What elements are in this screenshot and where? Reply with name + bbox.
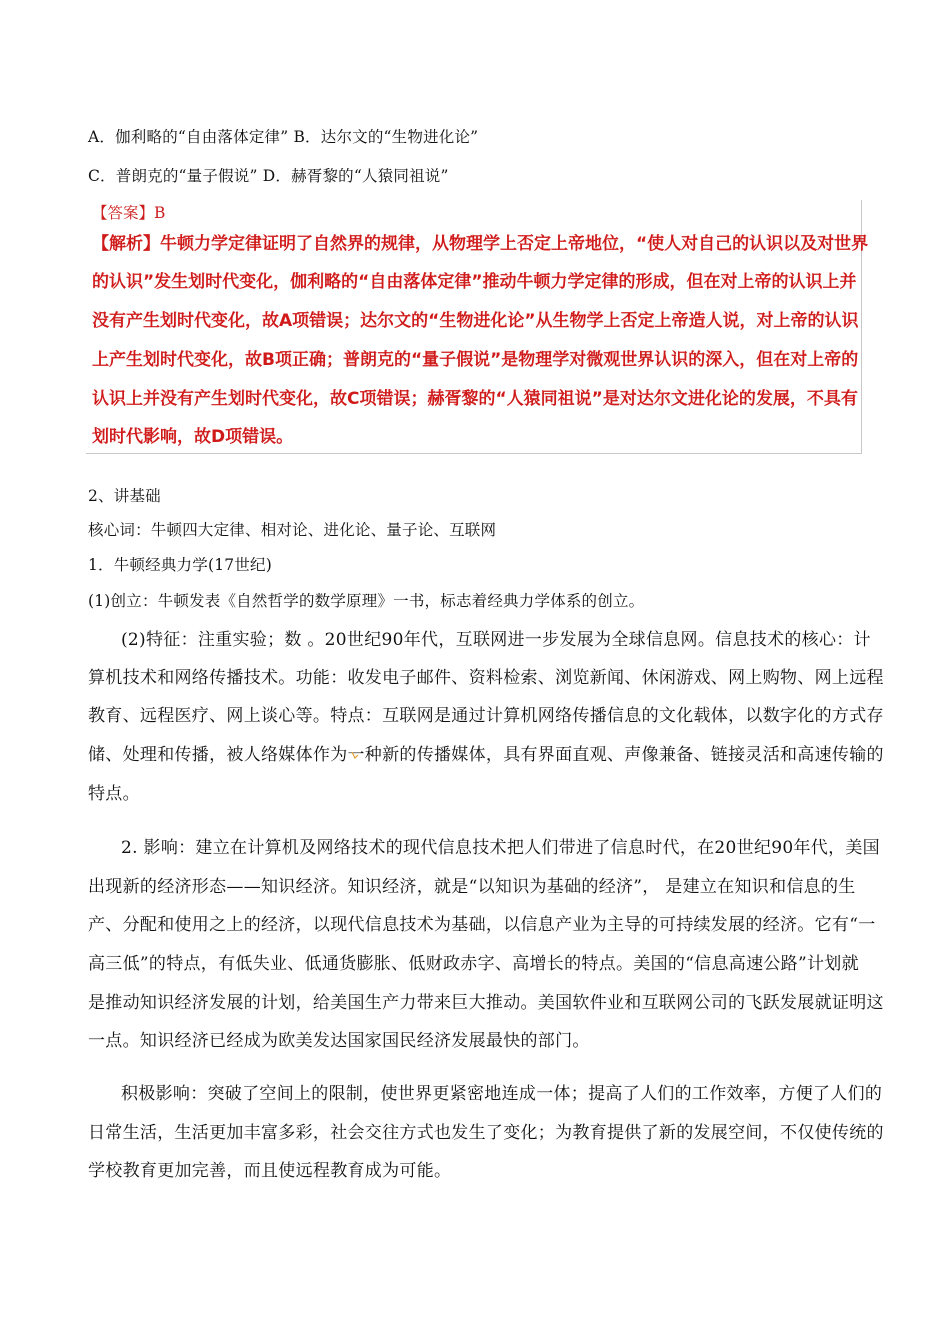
analysis-line: 认识上并没有产生划时代变化，故C项错误；赫胥黎的“人猿同祖说”是对达尔文进化论的发展，不具有 [92,389,858,409]
option-line-cd: C．普朗克的“量子假说” D．赫胥黎的“人猿同祖说” [88,167,449,185]
paragraph-line: 特点。 [88,784,140,804]
analysis-line: 的认识”发生划时代变化，伽利略的“自由落体定律”推动牛顿力学定律的形成，但在对上帝的认识上并 [92,272,857,292]
item-text: (1)创立：牛顿发表《自然哲学的数学原理》一书，标志着经典力学体系的创立。 [88,592,645,610]
analysis-line: 划时代影响，故D项错误。 [92,427,294,447]
paragraph-line: 出现新的经济形态——知识经济。知识经济，就是“以知识为基础的经济”， 是建立在知识和信息的生 [88,877,856,897]
answer-label: 【答案】B [92,204,166,222]
item-heading: 1．牛顿经典力学(17世纪) [88,556,272,574]
paragraph-line: 教育、远程医疗、网上谈心等。特点：互联网是通过计算机网络传播信息的文化载体，以数字化的方式存 [88,706,884,726]
paragraph-line: 积极影响：突破了空间上的限制，使世界更紧密地连成一体；提高了人们的工作效率，方便了人们的 [121,1084,883,1104]
core-words: 核心词：牛顿四大定律、相对论、进化论、量子论、互联网 [88,521,497,539]
paragraph-line: 学校教育更加完善，而且使远程教育成为可能。 [88,1161,452,1181]
analysis-line: 【解析】牛顿力学定律证明了自然界的规律，从物理学上否定上帝地位，“使人对自己的认识以及对世界 [92,234,869,254]
paragraph-line: (2)特征：注重实验；数 。20世纪90年代，互联网进一步发展为全球信息网。信息技术的核心：计 [121,630,871,650]
option-line-ab: A．伽利略的“自由落体定律” B．达尔文的“生物进化论” [88,128,479,146]
paragraph-line: 日常生活，生活更加丰富多彩，社会交往方式也发生了变化；为教育提供了新的发展空间，不仅使传统的 [88,1123,884,1143]
paragraph-line: 算机技术和网络传播技术。功能：收发电子邮件、资料检索、浏览新闻、休闲游戏、网上购物、网上远程 [88,668,884,688]
stray-mark-icon [351,750,359,760]
paragraph-line: 一点。知识经济已经成为欧美发达国家国民经济发展最快的部门。 [88,1031,590,1051]
paragraph-line: 储、处理和传播，被人络媒体作为一种新的传播媒体，具有界面直观、声像兼备、链接灵活和高速传输的 [88,745,884,765]
section-heading: 2、讲基础 [88,487,161,505]
analysis-line: 没有产生划时代变化，故A项错误；达尔文的“生物进化论”从生物学上否定上帝造人说，对上帝的认识 [92,311,859,331]
paragraph-line: 是推动知识经济发展的计划，给美国生产力带来巨大推动。美国软件业和互联网公司的飞跃发展就证明这 [88,993,884,1013]
paragraph-line: 高三低”的特点，有低失业、低通货膨胀、低财政赤字、高增长的特点。美国的“信息高速公路”计划就 [88,954,859,974]
paragraph-line: 产、分配和使用之上的经济，以现代信息技术为基础，以信息产业为主导的可持续发展的经济。它有“一 [88,915,876,935]
paragraph-line: 2. 影响：建立在计算机及网络技术的现代信息技术把人们带进了信息时代，在20世纪90年代，美国 [121,838,880,858]
analysis-line: 上产生划时代变化，故B项正确；普朗克的“量子假说”是物理学对微观世界认识的深入，但在对上帝的 [92,350,859,370]
